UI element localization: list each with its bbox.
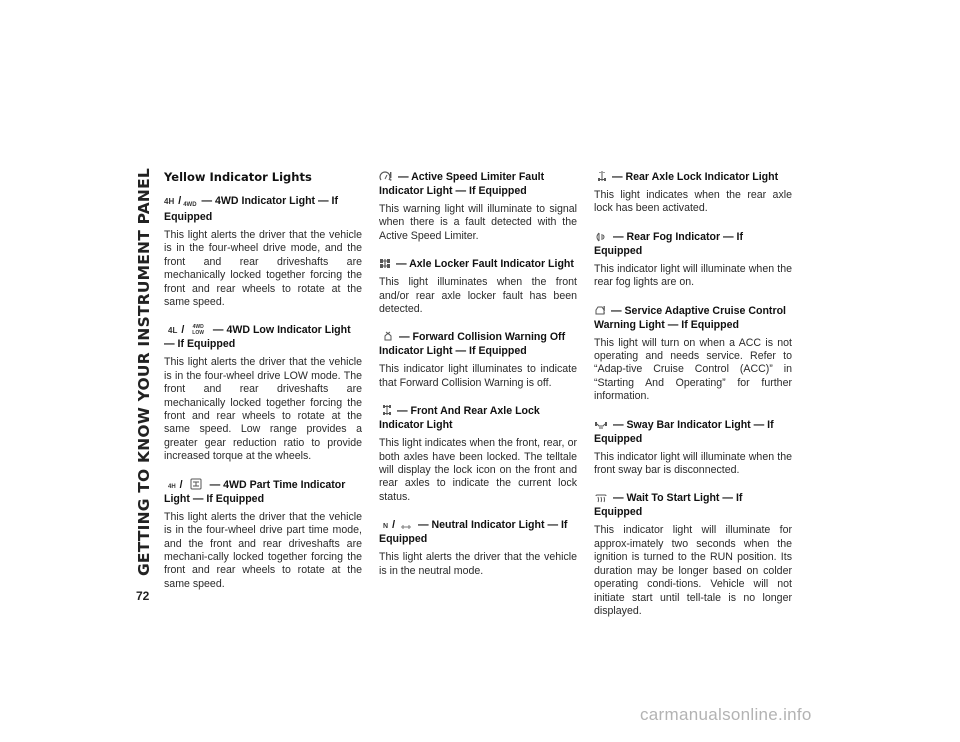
- watermark: carmanualsonline.info: [640, 705, 812, 724]
- glow-plug-icon: [594, 494, 608, 503]
- entry-title-text: — Neutral Indicator Light — If Equipped: [379, 519, 568, 546]
- page-number: 72: [136, 589, 150, 603]
- entry-rear-axle-lock: [594, 170, 792, 216]
- entry-body: This light will turn on when a ACC is not operating and needs service. Refer to “Adap-tive Cruise Control (ACC)” in “Starting And Operating” for further information.: [594, 336, 792, 403]
- entry-title-text: — 4WD Low Indicator Light — If Equipped: [164, 324, 351, 351]
- entry-title-text: — Service Adaptive Cruise Control Warning Light — If Equipped: [594, 304, 786, 331]
- rear-fog-icon: [594, 232, 608, 242]
- entry-active-speed-limiter: [379, 170, 577, 243]
- entry-body: This light illuminates when the front and/or rear axle locker fault has been detected.: [379, 276, 577, 316]
- entry-axle-locker-fault: [379, 257, 577, 316]
- 4wd-icon: [183, 199, 196, 210]
- entry-body: This light alerts the driver that the vehicle is in the neutral mode.: [379, 551, 577, 577]
- 4wd-part-time-text-icon: 4H: [168, 483, 176, 490]
- entry-neutral-indicator: [379, 518, 577, 578]
- section-heading: Yellow Indicator Lights: [164, 170, 312, 184]
- entry-title-text: — Sway Bar Indicator Light — If Equipped: [594, 418, 774, 445]
- entry-service-acc: [594, 304, 792, 404]
- entry-title: 4H / — 4WD Part Time Indicator Light — If Equipped: [164, 478, 346, 505]
- entry-4wd-part-time-indicator: [164, 478, 362, 591]
- entry-body: This light alerts the driver that the vehicle is in the four-wheel drive mode, and the front and rear driveshafts are mechanically locked together forcing the front and rear wheels to rotate at the same speed.: [164, 229, 362, 309]
- 4wd-part-time-icon: [189, 478, 203, 490]
- entry-4wd-low-indicator: [164, 323, 362, 463]
- entry-title: [594, 491, 792, 519]
- entry-body: This light indicates when the rear axle lock has been activated.: [594, 189, 792, 215]
- sway-bar-icon: [594, 420, 608, 430]
- entry-title: 4L / 4WD LOW — 4WD Low Indicator Light — If Equipped: [164, 324, 351, 351]
- entry-body: This light indicates when the front, rear, or both axles have been locked. The telltale will display the lock icon on the front and rear axles to indicate the current lock status.: [379, 437, 577, 503]
- column-3: [594, 170, 792, 632]
- entry-title-text: — Axle Locker Fault Indicator Light: [395, 258, 574, 271]
- front-rear-axle-lock-icon: [382, 404, 392, 416]
- entry-title-text: — Rear Fog Indicator — If Equipped: [594, 230, 744, 257]
- 4wd-low-icon-bottom: LOW: [192, 330, 204, 337]
- speed-limiter-fault-icon: [379, 171, 393, 182]
- entry-title: N / — Neutral Indicator Light — If Equipped: [379, 519, 568, 546]
- 4wd-icon-label: 4WD: [183, 202, 197, 208]
- entry-title-text: — Front And Rear Axle Lock Indicator Light: [379, 405, 540, 432]
- side-title: GETTING TO KNOW YOUR INSTRUMENT PANEL: [135, 168, 153, 576]
- entry-rear-fog: [594, 230, 792, 290]
- entry-body: This indicator light will illuminate when the rear fog lights are on.: [594, 262, 792, 289]
- entry-body: This indicator light will illuminate when the front sway bar is disconnected.: [594, 450, 792, 477]
- neutral-n-icon: N: [383, 523, 389, 531]
- entry-body: This indicator light will illuminate for approx-imately two seconds when the ignition is turned to the RUN position. Its duration may be longer based on colder operating condi-tions. Vehicle will not initiate start until tell-tale is no longer displayed.: [594, 524, 792, 617]
- entry-title-text: — Rear Axle Lock Indicator Light: [611, 171, 779, 183]
- entry-title: [379, 257, 577, 271]
- entry-title: [379, 404, 577, 432]
- entry-title: [379, 170, 577, 198]
- entry-body: This warning light will illuminate to signal when there is a fault detected with the Active Speed Limiter.: [379, 203, 577, 242]
- entry-4wd-indicator: [164, 194, 362, 309]
- entry-body: This light alerts the driver that the vehicle is in the four-wheel drive part time mode, and the front and rear driveshafts are mechani-cally locked together forcing the front and rear wheels to rotate at the same speed.: [164, 510, 362, 590]
- entry-forward-collision-warning-off: [379, 330, 577, 390]
- neutral-drive-icon: [400, 524, 412, 530]
- forward-collision-off-icon: [382, 331, 394, 342]
- entry-body: This light alerts the driver that the vehicle is in the four-wheel drive LOW mode. The front and rear driveshafts are mechanically locked together forcing the front and rear wheels to rotate at the same speed. Low range provides a greater gear reduction ratio to provide increased torque at the wheels.: [164, 356, 362, 463]
- 4wd-low-icon: [192, 324, 204, 336]
- entry-title: [594, 418, 792, 446]
- 4wd-low-icon-top: 4WD: [192, 324, 204, 331]
- entry-title: [594, 230, 792, 258]
- entry-sway-bar: [594, 418, 792, 478]
- entry-title: 4H / 4WD — 4WD Indicator Light — If Equipped: [164, 195, 339, 223]
- entry-body: This indicator light illuminates to indicate that Forward Collision Warning is off.: [379, 363, 577, 389]
- rear-axle-lock-icon: [597, 170, 607, 182]
- entry-title: [594, 170, 792, 184]
- service-acc-icon: [594, 305, 606, 316]
- 4h-icon: 4H: [164, 197, 175, 206]
- entry-title-text: — 4WD Indicator Light — If Equipped: [164, 195, 339, 223]
- entry-title-text: — 4WD Part Time Indicator Light — If Equipped: [164, 478, 346, 505]
- entry-title: [594, 304, 792, 332]
- entry-title: [379, 330, 577, 358]
- column-1: [164, 170, 362, 605]
- entry-front-rear-axle-lock: [379, 404, 577, 504]
- 4l-icon: 4L: [168, 326, 178, 336]
- axle-locker-fault-icon: [379, 258, 391, 269]
- entry-title-text: — Wait To Start Light — If Equipped: [594, 492, 743, 519]
- entry-title-text: — Forward Collision Warning Off Indicator Light — If Equipped: [379, 331, 566, 358]
- entry-title-text: — Active Speed Limiter Fault Indicator Light — If Equipped: [379, 171, 545, 197]
- column-2: [379, 170, 577, 592]
- entry-wait-to-start: [594, 491, 792, 618]
